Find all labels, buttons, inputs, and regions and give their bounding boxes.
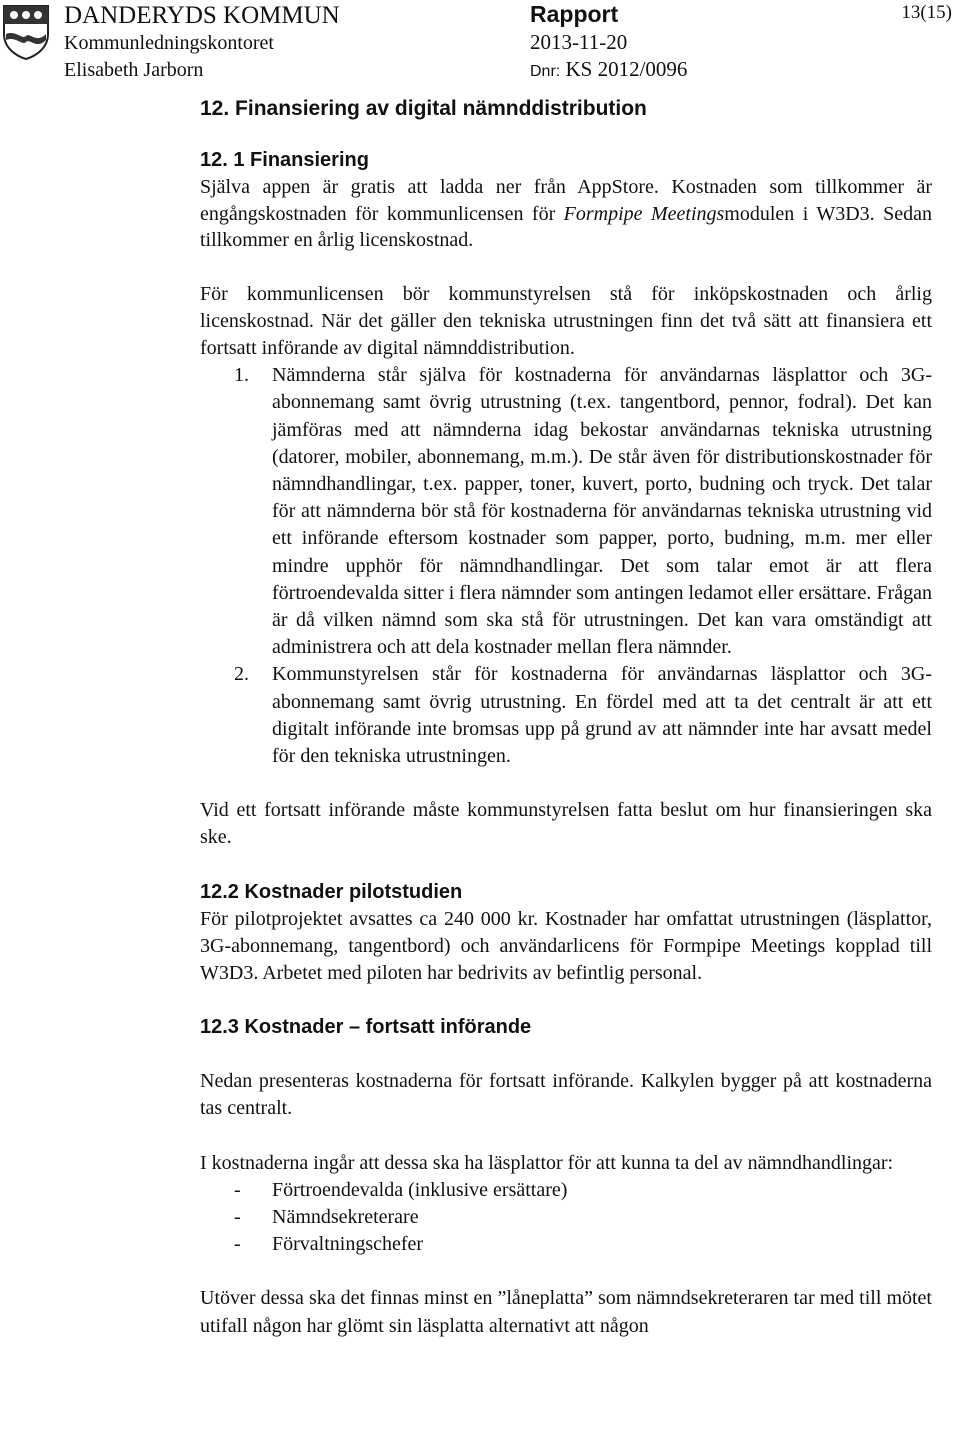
- paragraph-pilot-costs: För pilotprojektet avsattes ca 240 000 kr. Kostnader har omfattat utrustningen (läsplattor, 3G-abonnemang, tangentbord) och användarlicens för Formpipe Meetings kopplad till W3D3. Arbetet med piloten har bedrivits av befintlig personal.: [200, 907, 932, 984]
- page-number: 13(15): [901, 2, 952, 23]
- diary-number: [530, 59, 687, 80]
- paragraph-app-cost-part1: Själva appen är gratis att ladda ner från AppStore. Kostnaden som tillkommer är engångskostnaden för kommunlicensen för: [200, 176, 932, 225]
- municipal-coat-of-arms-icon: [2, 4, 50, 60]
- list-item-text: Nämnderna står själva för kostnaderna för användarnas läsplattor och 3G-abonnemang samt övrig utrustning (t.ex. tangentbord, pennor, fodral). Det kan jämföras med att nämnderna idag bekostar användarnas tekniska utrustning (datorer, mobiler, abonnemang, m.m.). De står även för distributionskostnader för nämndhandlingar, t.ex. papper, toner, kuvert, porto, budning och tryck. Det talar för att nämnderna bör stå för kostnaderna för användarnas tekniska utrustning vid ett införande eftersom kostnader som papper, porto, budning, m.m. mer eller mindre upphör för nämndhandlingar. Det som talar emot är att flera förtroendevalda sitter i flera nämnder som antingen ledamot eller ersättare. Frågan är då vilken nämnd som ska stå för utrustningen. Det kan vara omständigt att administrera och att dela kostnader mellan flera nämnder.: [272, 364, 932, 659]
- department-name: Kommunledningskontoret: [64, 32, 274, 54]
- product-name-emphasis: Formpipe Meetings: [563, 202, 725, 225]
- paragraph-decision: Vid ett fortsatt införande måste kommunstyrelsen fatta beslut om hur finansieringen ska ske.: [200, 799, 932, 849]
- list-item-text: Förvaltningschefer: [272, 1233, 424, 1256]
- subsection-title-financing: 12. 1 Finansiering: [200, 149, 369, 171]
- list-item: - Nämndsekreterare: [234, 1205, 419, 1228]
- paragraph-loan-tablet: Utöver dessa ska det finnas minst en ”låneplatta” som nämndsekreteraren tar med till mötet utifall någon har glömt sin läsplatta alternativt att någon: [200, 1287, 932, 1337]
- paragraph-app-cost-part2: modulen i W3D3. Sedan tillkommer en årlig licenskostnad.: [200, 202, 932, 251]
- document-type: Rapport: [530, 1, 619, 27]
- list-item-text: Nämndsekreterare: [272, 1205, 419, 1228]
- financing-options-list: [200, 362, 932, 770]
- document-date: 2013-11-20: [530, 30, 628, 54]
- list-item-number: 2.: [234, 663, 249, 686]
- paragraph-license: För kommunlicensen bör kommunstyrelsen stå för inköpskostnaden och årlig licenskostnad. När det gäller den tekniska utrustningen finn det två sätt att finansiera ett fortsatt införande av digital nämnddistribution.: [200, 282, 932, 359]
- subsection-title-continued-costs: 12.3 Kostnader – fortsatt införande: [200, 1016, 532, 1039]
- list-item-number: 1.: [234, 364, 249, 387]
- section-title: 12. Finansiering av digital nämnddistribution: [200, 97, 647, 120]
- author-name: Elisabeth Jarborn: [64, 59, 204, 81]
- paragraph-costs-intro: Nedan presenteras kostnaderna för fortsatt införande. Kalkylen bygger på att kostnaderna tas centralt.: [200, 1070, 932, 1120]
- list-item-text: Förtroendevalda (inklusive ersättare): [272, 1178, 568, 1201]
- recipients-list: [200, 1177, 932, 1259]
- organization-name: DANDERYDS KOMMUN: [64, 2, 340, 29]
- paragraph-app-cost: [200, 174, 932, 254]
- list-item-text: Kommunstyrelsen står för kostnaderna för användarnas läsplattor och 3G-abonnemang samt övrig utrustning. En fördel med att ta det centralt är att ett digitalt införande inte bromsas upp på grund av att nämnder inte har avsatt medel för den tekniska utrustningen.: [272, 663, 932, 767]
- document-body: [200, 95, 932, 1340]
- list-item: - Förvaltningschefer: [234, 1233, 424, 1256]
- diary-number-value: KS 2012/0096: [565, 57, 688, 81]
- paragraph-tablet-recipients: I kostnaderna ingår att dessa ska ha läsplattor för att kunna ta del av nämndhandlingar:: [200, 1151, 894, 1174]
- subsection-title-pilot-costs: 12.2 Kostnader pilotstudien: [200, 880, 463, 903]
- list-item: [200, 661, 932, 770]
- list-item: - Förtroendevalda (inklusive ersättare): [234, 1178, 568, 1201]
- diary-number-label: Dnr:: [530, 63, 561, 80]
- list-item: [200, 362, 932, 661]
